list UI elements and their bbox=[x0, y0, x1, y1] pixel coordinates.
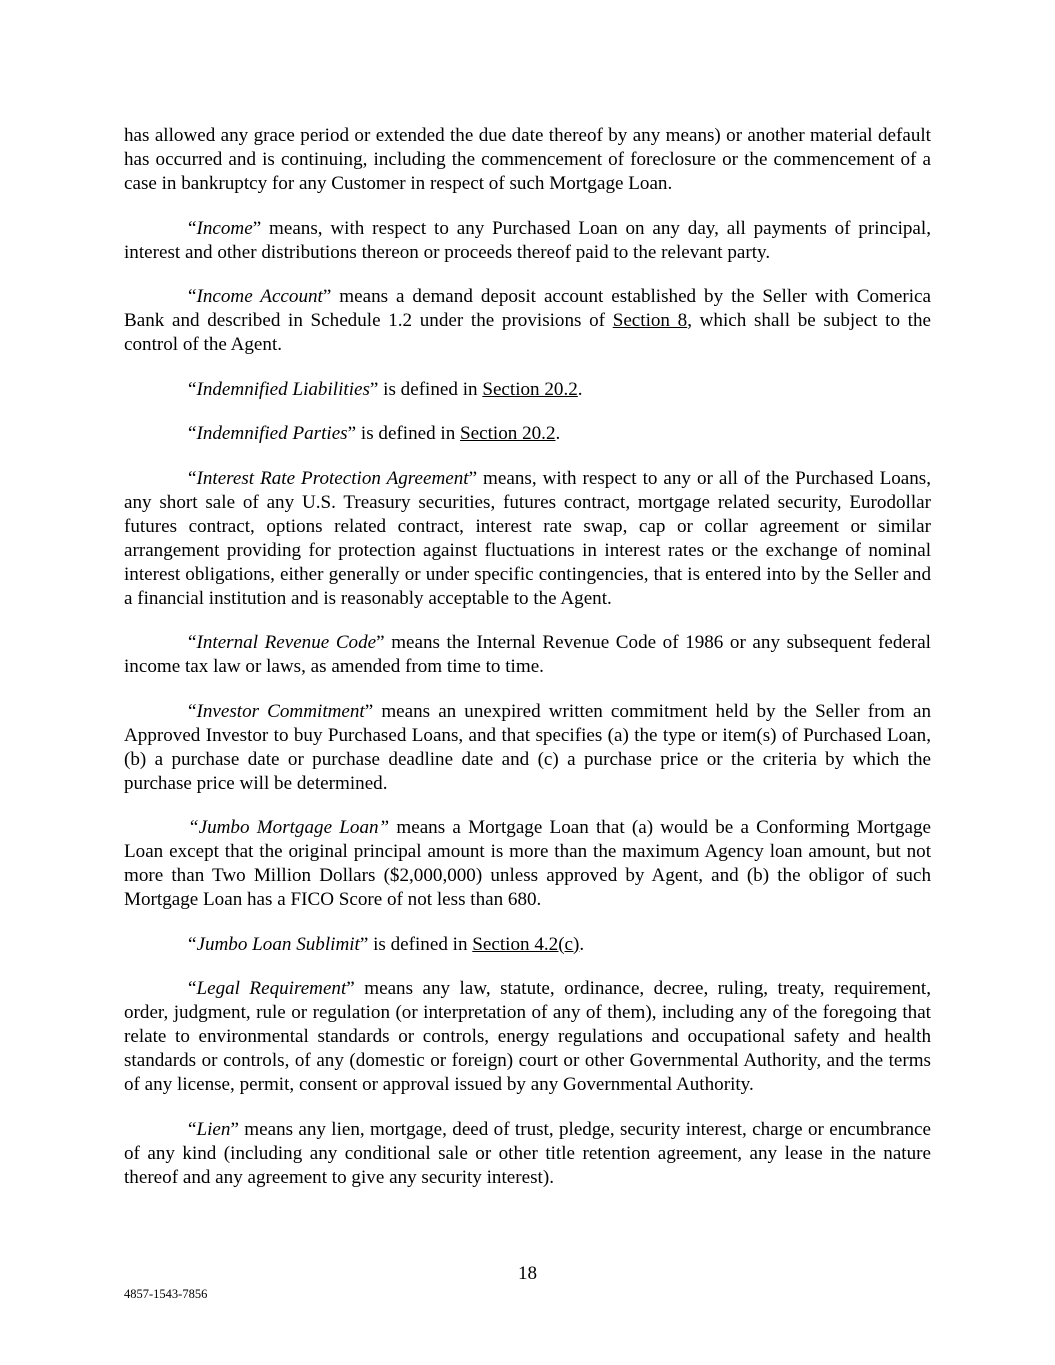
definition-indemnified-liabilities: “Indemnified Liabilities” is defined in Section 20.2. bbox=[188, 378, 583, 400]
defined-term: Indemnified Parties bbox=[196, 423, 348, 444]
definition-jumbo-loan-sublimit: “Jumbo Loan Sublimit” is defined in Section 4.2(c). bbox=[188, 933, 585, 955]
definition-jumbo-mortgage-loan: “Jumbo Mortgage Loan” means a Mortgage Loan that (a) would be a Conforming Mortgage Loan except that the original principal amount is more than the maximum Agency loan amount, but not more than Two Million Dollars ($2,000,000) unless approved by Agent, and (b) the obligor of such Mortgage Loan has a FICO Score of not less than 680. bbox=[124, 817, 931, 910]
defined-term: Internal Revenue Code bbox=[196, 632, 377, 653]
defined-term: Income Account bbox=[196, 286, 323, 307]
defined-term: Legal Requirement bbox=[196, 978, 347, 999]
definition-interest-rate-protection-agreement: “Interest Rate Protection Agreement” means, with respect to any or all of the Purchased Loans, any short sale of any U.S. Treasury securities, futures contract, mortgage related security, Eurodollar futures contract, options related contract, interest rate swap, cap or collar agreement or similar arrangement providing for protection against fluctuations in interest rates or the exchange of nominal interest obligations, either generally or under specific contingencies, that is entered into by the Seller and a financial institution and is reasonably acceptable to the Agent. bbox=[124, 467, 932, 609]
definition-investor-commitment: “Investor Commitment” means an unexpired written commitment held by the Seller from an Approved Investor to buy Purchased Loans, and that specifies (a) the type or item(s) of Purchased Loan, (b) a purchase date or purchase deadline date and (c) a purchase price or the criteria by which the purchase price will be determined. bbox=[124, 700, 931, 794]
defined-term: Interest Rate Protection Agreement bbox=[196, 467, 469, 489]
page-body bbox=[124, 124, 931, 1210]
section-reference: Section 4.2(c) bbox=[472, 933, 580, 955]
paragraph-continuation: has allowed any grace period or extended the due date thereof by any means) or another material default has occurred and is continuing, including the commencement of foreclosure or the commencement of a case in bankruptcy for any Customer in respect of such Mortgage Loan. bbox=[124, 125, 931, 194]
section-reference: Section 20.2 bbox=[460, 423, 556, 444]
page-number: 18 bbox=[517, 1263, 538, 1284]
definition-income-account: “Income Account” means a demand deposit account established by the Seller with Comerica Bank and described in Schedule 1.2 under the provisions of Section 8, which shall be subject to the control of the Agent. bbox=[124, 286, 932, 355]
defined-term: Income bbox=[196, 217, 253, 239]
document-id: 4857-1543-7856 bbox=[124, 1287, 208, 1301]
section-reference: Section 8 bbox=[612, 310, 688, 331]
definition-income: “Income” means, with respect to any Purchased Loan on any day, all payments of principal, interest and other distributions thereon or proceeds thereof paid to the relevant party. bbox=[124, 217, 931, 263]
defined-term: “Jumbo Mortgage Loan” bbox=[188, 817, 390, 838]
definition-indemnified-parties: “Indemnified Parties” is defined in Section 20.2. bbox=[188, 423, 561, 444]
section-reference: Section 20.2 bbox=[482, 378, 578, 400]
definition-legal-requirement: “Legal Requirement” means any law, statute, ordinance, decree, ruling, treaty, requirement, order, judgment, rule or regulation (or interpretation of any of them), including any of the foregoing that relate to environmental standards or controls, energy regulations and occupational safety and health standards or controls, of any (domestic or foreign) court or other Governmental Authority, and the terms of any license, permit, consent or approval issued by any Governmental Authority. bbox=[124, 978, 932, 1095]
defined-term: Investor Commitment bbox=[196, 700, 365, 722]
defined-term: Lien bbox=[196, 1118, 231, 1140]
defined-term: Indemnified Liabilities bbox=[196, 378, 370, 400]
definition-lien: “Lien” means any lien, mortgage, deed of trust, pledge, security interest, charge or encumbrance of any kind (including any conditional sale or other title retention agreement, any lease in the nature thereof and any agreement to give any security interest). bbox=[124, 1118, 931, 1188]
definition-internal-revenue-code: “Internal Revenue Code” means the Internal Revenue Code of 1986 or any subsequent federal income tax law or laws, as amended from time to time. bbox=[124, 632, 931, 677]
defined-term: Jumbo Loan Sublimit bbox=[196, 933, 360, 955]
